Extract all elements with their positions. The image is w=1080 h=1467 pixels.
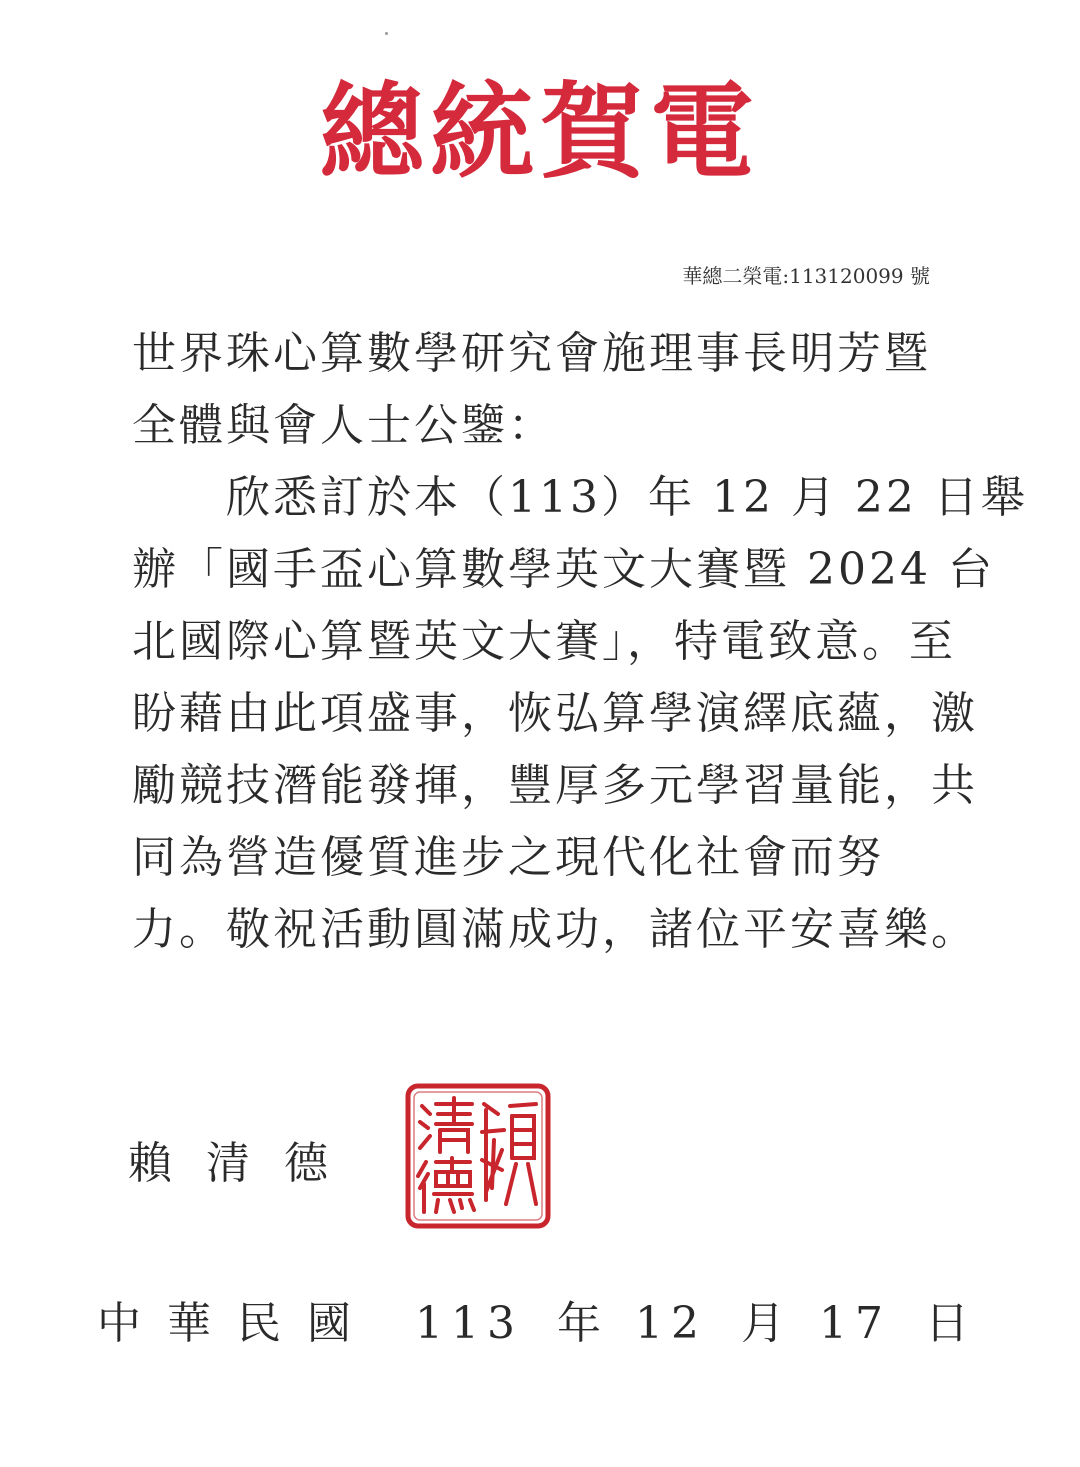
signature-name: 賴清德 <box>128 1138 362 1189</box>
letter-body <box>132 318 1028 966</box>
official-seal-icon <box>402 1080 554 1232</box>
body-line: 同為營造優質進步之現代化社會而努 <box>132 832 884 883</box>
body-line: 世界珠心算數學研究會施理事長明芳暨 <box>132 328 931 379</box>
body-line: 辦「國手盃心算數學英文大賽暨 2024 台 <box>132 544 995 595</box>
date-year-unit: 年 <box>556 1298 601 1349</box>
date-year: 113 <box>415 1298 523 1349</box>
body-line: 北國際心算暨英文大賽」，特電致意。至 <box>132 616 956 667</box>
body-line: 勵競技潛能發揮，豐厚多元學習量能，共 <box>132 760 978 811</box>
body-line: 盼藉由此項盛事，恢弘算學演繹底蘊，激 <box>132 688 978 739</box>
document-title: 總統賀電 <box>319 70 760 193</box>
body-line: 力。敬祝活動圓滿成功，諸位平安喜樂。 <box>132 904 978 955</box>
date-month-unit: 月 <box>740 1298 785 1349</box>
reference-number: 華總二榮電:113120099 號 <box>682 264 930 288</box>
body-line: 欣悉訂於本（113）年 12 月 22 日舉 <box>132 472 1028 523</box>
date-day-unit: 日 <box>924 1298 969 1349</box>
issue-date <box>0 1294 1080 1354</box>
date-day: 17 <box>818 1298 891 1349</box>
date-month: 12 <box>634 1298 707 1349</box>
scan-speck <box>385 32 388 35</box>
date-era: 中華民國 <box>97 1298 377 1349</box>
body-line: 全體與會人士公鑒： <box>132 400 555 451</box>
